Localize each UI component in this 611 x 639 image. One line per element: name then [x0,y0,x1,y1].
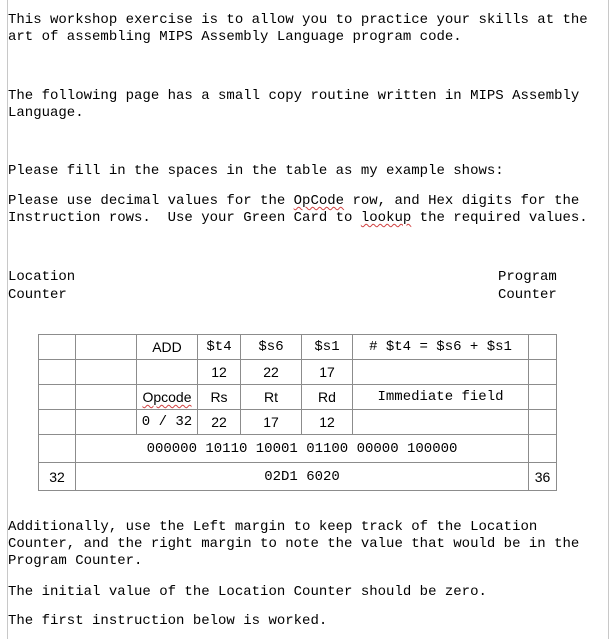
table-row-binary [39,435,557,463]
copy-routine-line-2: Language. [8,105,84,121]
margins-line-1: Additionally, use the Left margin to keep track of the Location [8,519,538,535]
copy-routine-line-1: The following page has a small copy routine written in MIPS Assembly [8,88,580,104]
value-format-paragraph [8,193,598,227]
table-row-field-labels [39,385,557,410]
opcode-label-cell [137,385,198,410]
label-cell-1[interactable] [76,335,137,360]
assembly-table [38,334,557,491]
rs-label-cell: Rs [198,385,241,410]
intro-line-1: This workshop exercise is to allow you to practice your skills at the [8,12,588,28]
lookup-word: lookup [360,210,412,226]
rs-register-cell: $s6 [241,335,302,360]
rd-register-cell: $t4 [198,335,241,360]
table-row-hex [39,463,557,491]
comment-number-cell[interactable] [353,360,529,385]
initial-value-paragraph: The initial value of the Location Counter should be zero. [8,584,487,600]
binary-encoding-cell: 000000 10110 10001 01100 00000 100000 [76,435,529,463]
program-counter-label [498,268,557,304]
rd-label-cell: Rd [302,385,353,410]
location-counter-value: 32 [39,463,76,491]
rs-value-cell: 22 [198,410,241,435]
immediate-label-cell: Immediate field [353,385,529,410]
margins-line-2: Counter, and the right margin to note the value that would be in the [8,536,580,552]
program-cell-3[interactable] [529,385,557,410]
first-instruction-paragraph: The first instruction below is worked. [8,613,328,629]
intro-line-2: art of assembling MIPS Assembly Language program code. [8,29,462,45]
page-right-edge [608,0,609,639]
location-counter-label-line-2: Counter [8,287,67,303]
program-counter-label-line-1: Program [498,269,557,285]
value-format-text-d: the required values. [411,210,588,226]
label-cell-3[interactable] [76,385,137,410]
mnemonic-cell: ADD [137,335,198,360]
program-cell-2[interactable] [529,360,557,385]
rt-value-cell: 17 [241,410,302,435]
opcode-value-cell: 0 / 32 [137,410,198,435]
value-format-text-c: Instruction rows. Use your Green Card to [8,210,361,226]
table-row-field-values [39,410,557,435]
table-row-register-numbers [39,360,557,385]
rd-value-cell: 12 [302,410,353,435]
comment-cell: # $t4 = $s6 + $s1 [353,335,529,360]
value-format-text-b: row, and Hex digits for the [344,193,580,209]
location-cell-2[interactable] [39,360,76,385]
immediate-value-cell[interactable] [353,410,529,435]
program-cell-5[interactable] [529,435,557,463]
location-counter-label [8,268,75,304]
mnemonic-number-cell[interactable] [137,360,198,385]
location-cell-3[interactable] [39,385,76,410]
intro-paragraph [8,12,598,46]
label-cell-2[interactable] [76,360,137,385]
margins-paragraph [8,519,598,570]
copy-routine-paragraph [8,88,598,122]
rt-number-cell: 17 [302,360,353,385]
program-counter-value: 36 [529,463,557,491]
location-counter-label-line-1: Location [8,269,76,285]
value-format-text-a: Please use decimal values for the [8,193,294,209]
location-cell-1[interactable] [39,335,76,360]
rt-label-cell: Rt [241,385,302,410]
location-cell-5[interactable] [39,435,76,463]
program-cell-1[interactable] [529,335,557,360]
opcode-label-text: Opcode [142,389,192,405]
program-cell-4[interactable] [529,410,557,435]
rs-number-cell: 22 [241,360,302,385]
rt-register-cell: $s1 [302,335,353,360]
hex-encoding-cell: 02D1 6020 [76,463,529,491]
table-row-instruction [39,335,557,360]
location-cell-4[interactable] [39,410,76,435]
opcode-word: OpCode [293,193,345,209]
fill-table-instruction: Please fill in the spaces in the table as my example shows: [8,163,504,179]
rd-number-cell: 12 [198,360,241,385]
margins-line-3: Program Counter. [8,553,143,569]
label-cell-4[interactable] [76,410,137,435]
program-counter-label-line-2: Counter [498,287,557,303]
